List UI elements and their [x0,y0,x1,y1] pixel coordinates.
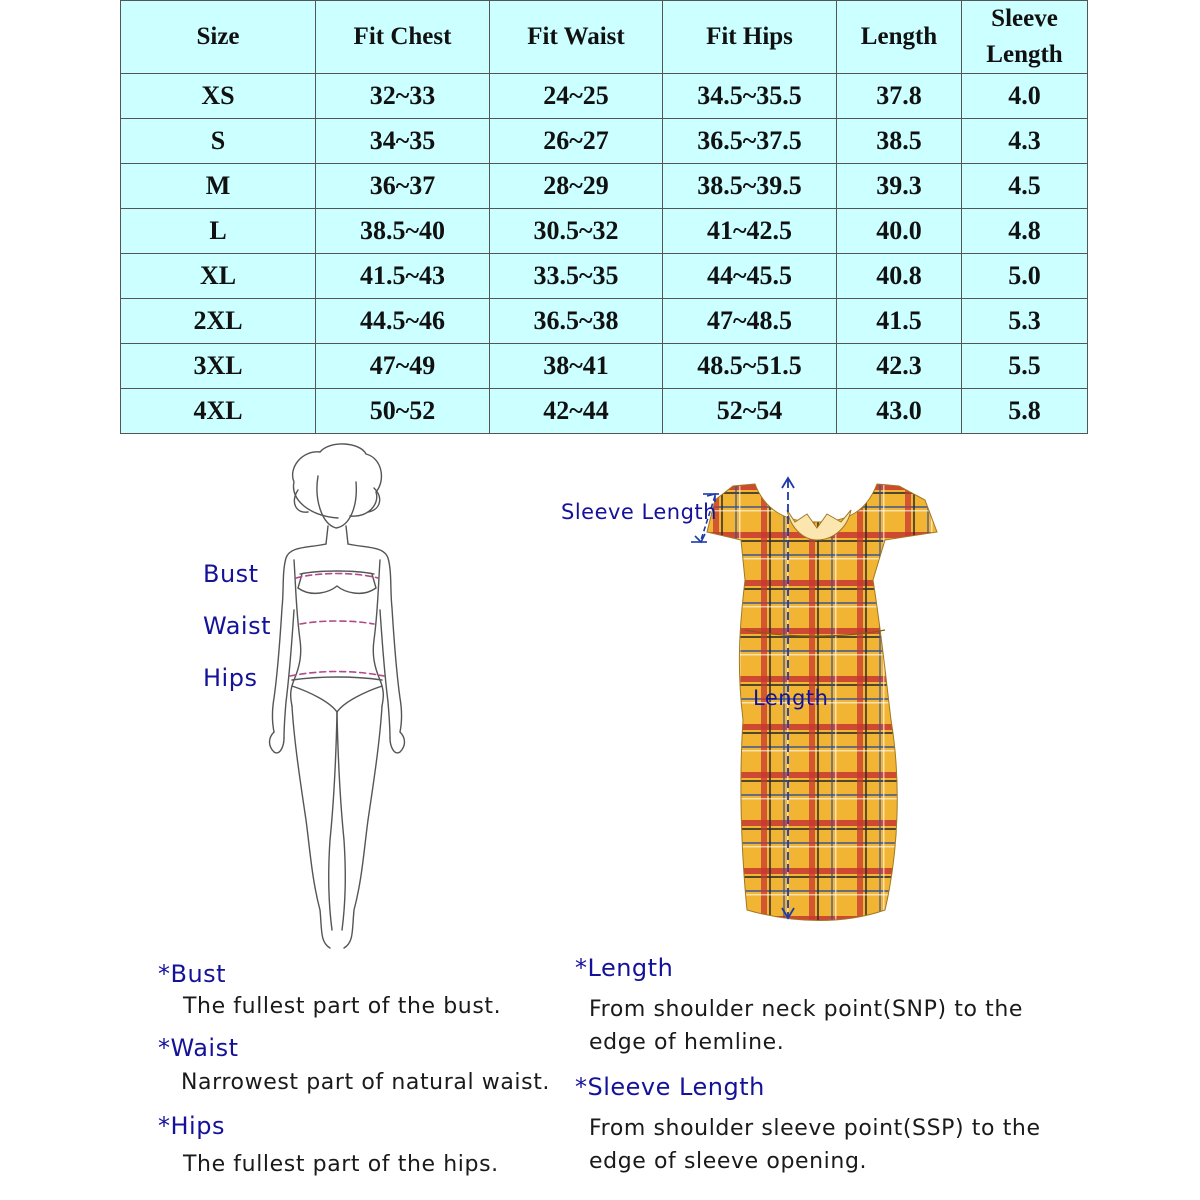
table-cell: 36~37 [316,164,490,209]
table-cell: 4.8 [962,209,1088,254]
table-cell: 47~48.5 [663,299,837,344]
table-cell: 34.5~35.5 [663,74,837,119]
table-row [121,209,1088,254]
table-cell: 36.5~37.5 [663,119,837,164]
table-cell: 41.5 [837,299,962,344]
table-cell: 38.5~40 [316,209,490,254]
waist-definition-text: Narrowest part of natural waist. [181,1070,551,1095]
table-cell: 28~29 [490,164,663,209]
table-cell: 33.5~35 [490,254,663,299]
table-cell: 5.8 [962,389,1088,434]
table-cell: 3XL [121,344,316,389]
table-cell: 26~27 [490,119,663,164]
waist-definition-heading: *Waist [158,1034,239,1062]
bust-label: Bust [203,560,259,588]
length-definition-heading: *Length [575,954,674,982]
table-cell: 30.5~32 [490,209,663,254]
header-fit-chest: Fit Chest [316,1,490,74]
table-row [121,299,1088,344]
table-cell: 34~35 [316,119,490,164]
table-row [121,164,1088,209]
table-row [121,254,1088,299]
table-cell: 4.3 [962,119,1088,164]
hips-tape-line [290,672,384,677]
table-cell: XL [121,254,316,299]
table-cell: 41~42.5 [663,209,837,254]
header-sleeve-length: Sleeve Length [962,1,1088,74]
table-cell: 43.0 [837,389,962,434]
table-cell: 52~54 [663,389,837,434]
table-cell: 4XL [121,389,316,434]
table-cell: 24~25 [490,74,663,119]
table-cell: 44.5~46 [316,299,490,344]
table-cell: 40.0 [837,209,962,254]
sleeve-length-definition-line2: edge of sleeve opening. [589,1149,868,1174]
sleeve-length-definition-heading: *Sleeve Length [575,1073,765,1101]
waist-tape-line [300,621,374,624]
table-cell: 5.0 [962,254,1088,299]
table-cell: 41.5~43 [316,254,490,299]
waist-label: Waist [203,612,271,640]
sleeve-length-label: Sleeve Length [561,500,717,524]
table-cell: 44~45.5 [663,254,837,299]
bust-definition-text: The fullest part of the bust. [183,994,502,1019]
table-cell: M [121,164,316,209]
table-row [121,389,1088,434]
header-fit-waist: Fit Waist [490,1,663,74]
table-cell: 32~33 [316,74,490,119]
table-cell: 4.5 [962,164,1088,209]
table-cell: 37.8 [837,74,962,119]
table-cell: S [121,119,316,164]
table-cell: 38~41 [490,344,663,389]
hips-definition-heading: *Hips [158,1112,225,1140]
header-fit-hips: Fit Hips [663,1,837,74]
length-label: Length [753,686,829,710]
table-cell: 38.5 [837,119,962,164]
size-chart-table [120,0,1088,434]
hips-definition-text: The fullest part of the hips. [183,1152,499,1177]
table-cell: 47~49 [316,344,490,389]
table-cell: 40.8 [837,254,962,299]
bust-tape-line [296,574,378,579]
sleeve-length-definition-line1: From shoulder sleeve point(SSP) to the [589,1116,1041,1141]
body-measurement-figure [190,440,520,960]
table-header-row [121,1,1088,74]
table-cell: 38.5~39.5 [663,164,837,209]
table-cell: 5.3 [962,299,1088,344]
dress-measurement-figure [555,470,975,930]
length-definition-line2: edge of hemline. [589,1030,785,1055]
bust-definition-heading: *Bust [158,960,227,988]
table-cell: 2XL [121,299,316,344]
table-cell: 4.0 [962,74,1088,119]
header-size: Size [121,1,316,74]
table-cell: L [121,209,316,254]
table-row [121,74,1088,119]
header-length: Length [837,1,962,74]
length-definition-line1: From shoulder neck point(SNP) to the [589,997,1024,1022]
body-outline-illustration [190,440,520,960]
table-cell: 39.3 [837,164,962,209]
table-cell: 48.5~51.5 [663,344,837,389]
table-cell: 42~44 [490,389,663,434]
table-cell: 5.5 [962,344,1088,389]
table-cell: 42.3 [837,344,962,389]
table-cell: 50~52 [316,389,490,434]
table-cell: 36.5~38 [490,299,663,344]
table-row [121,344,1088,389]
table-cell: XS [121,74,316,119]
hips-label: Hips [203,664,258,692]
table-row [121,119,1088,164]
